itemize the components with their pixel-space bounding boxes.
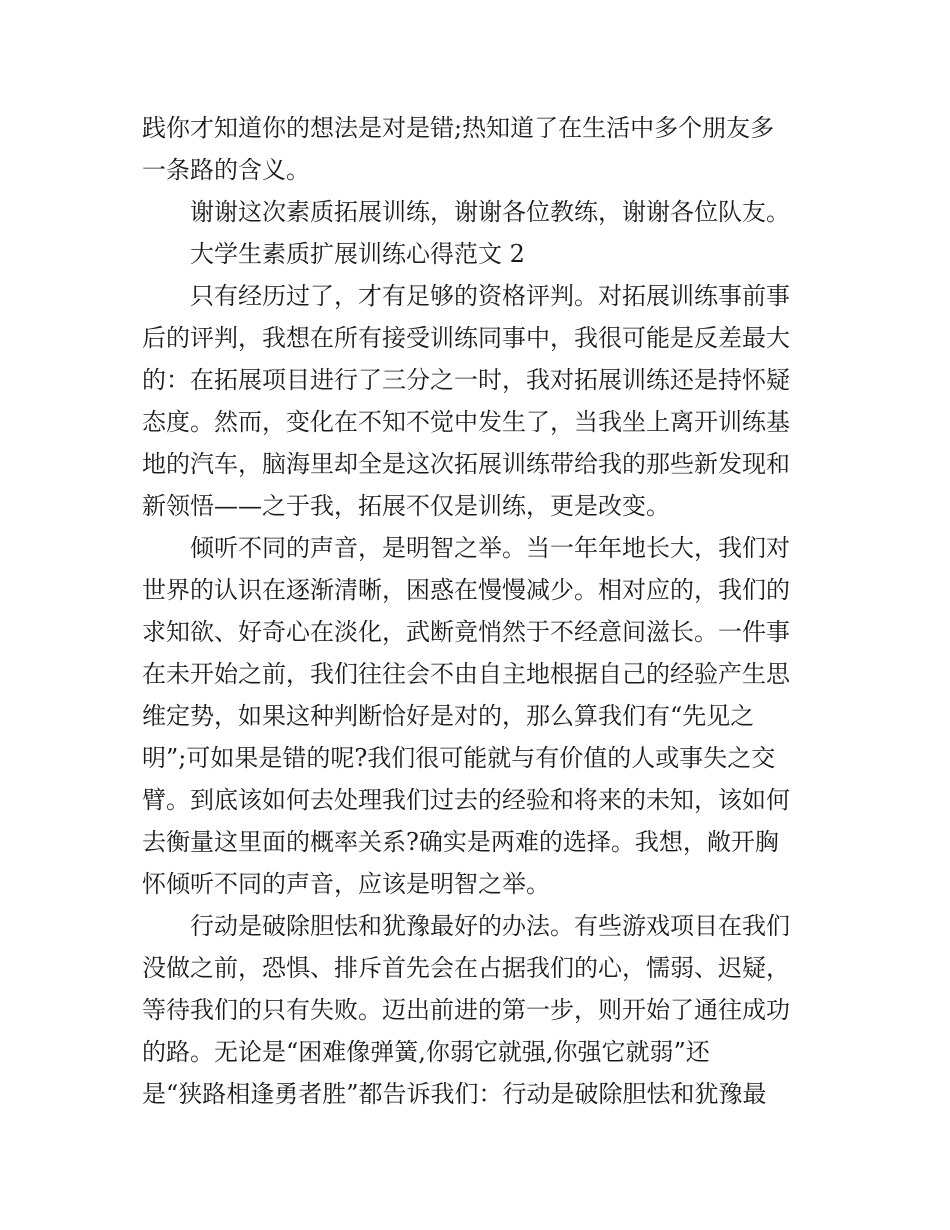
text-line: 求知欲、好奇心在淡化，武断竟悄然于不经意间滋长。一件事 (142, 618, 790, 646)
text-line: 臂。到底该如何去处理我们过去的经验和将来的未知，该如何 (142, 786, 790, 814)
text-line: 在未开始之前，我们往往会不由自主地根据自己的经验产生思 (142, 660, 790, 688)
text-line: 只有经历过了，才有足够的资格评判。对拓展训练事前事 (190, 282, 790, 310)
section-heading: 大学生素质扩展训练心得范文 2 (190, 240, 525, 268)
text-line: 新领悟——之于我，拓展不仅是训练，更是改变。 (142, 492, 670, 520)
text-line: 去衡量这里面的概率关系?确实是两难的选择。我想，敞开胸 (142, 828, 779, 856)
document-body (142, 107, 822, 1115)
text-line: 谢谢这次素质拓展训练，谢谢各位教练，谢谢各位队友。 (190, 198, 790, 226)
text-line: 等待我们的只有失败。迈出前进的第一步，则开始了通往成功 (142, 996, 790, 1024)
text-line: 后的评判，我想在所有接受训练同事中，我很可能是反差最大 (142, 324, 790, 352)
text-line: 践你才知道你的想法是对是错;热知道了在生活中多个朋友多 (142, 114, 775, 142)
text-line: 一条路的含义。 (142, 156, 310, 184)
text-line: 怀倾听不同的声音，应该是明智之举。 (142, 870, 550, 898)
text-line: 倾听不同的声音，是明智之举。当一年年地长大，我们对 (190, 534, 790, 562)
text-line: 态度。然而，变化在不知不觉中发生了，当我坐上离开训练基 (142, 408, 790, 436)
text-line: 明”;可如果是错的呢?我们很可能就与有价值的人或事失之交 (142, 744, 776, 772)
text-line: 地的汽车，脑海里却全是这次拓展训练带给我的那些新发现和 (142, 450, 790, 478)
text-line: 没做之前，恐惧、排斥首先会在占据我们的心，懦弱、迟疑， (142, 954, 790, 982)
text-line: 维定势，如果这种判断恰好是对的，那么算我们有“先见之 (142, 702, 755, 730)
text-line: 世界的认识在逐渐清晰，困惑在慢慢减少。相对应的，我们的 (142, 576, 790, 604)
text-line: 的：在拓展项目进行了三分之一时，我对拓展训练还是持怀疑 (142, 366, 790, 394)
text-line: 的路。无论是“困难像弹簧,你弱它就强,你强它就弱”还 (142, 1038, 710, 1066)
text-line: 行动是破除胆怯和犹豫最好的办法。有些游戏项目在我们 (190, 912, 790, 940)
text-line: 是“狭路相逢勇者胜”都告诉我们：行动是破除胆怯和犹豫最 (142, 1080, 767, 1108)
